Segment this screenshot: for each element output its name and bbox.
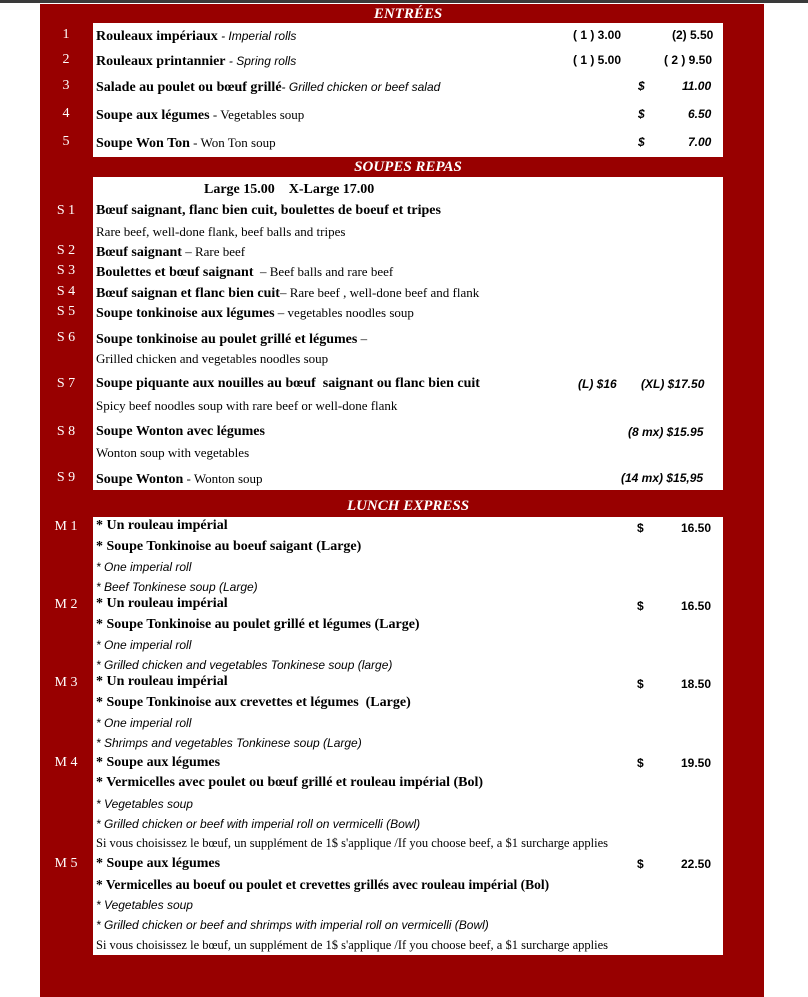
item-name-fr: Soupe tonkinoise au poulet grillé et légumes xyxy=(96,332,358,347)
price: 16.50 xyxy=(681,521,712,535)
price: 6.50 xyxy=(688,107,712,121)
price-large: (L) $16 xyxy=(578,377,617,391)
combo-line-fr: * Soupe aux légumes xyxy=(96,856,221,871)
menu-item xyxy=(96,330,367,348)
item-number: S 9 xyxy=(56,470,76,485)
item-name-en: Won Ton soup xyxy=(200,135,276,150)
item-name-fr: Soupe Won Ton xyxy=(96,136,190,151)
price: 19.50 xyxy=(681,756,712,770)
item-number: S 6 xyxy=(56,330,76,345)
item-separator: - xyxy=(281,80,289,94)
item-name-fr: Rouleaux printannier xyxy=(96,54,226,69)
currency-sign: $ xyxy=(637,756,644,770)
combo-line-en: * Beef Tonkinese soup (Large) xyxy=(96,580,258,594)
menu-item xyxy=(96,27,296,45)
menu-item xyxy=(96,284,479,302)
menu-item xyxy=(96,243,245,261)
price-one: ( 1 ) 5.00 xyxy=(573,53,622,67)
item-name-fr: Soupe Wonton avec légumes xyxy=(96,424,265,439)
item-number: S 1 xyxy=(56,203,76,218)
entrees-title: ENTRÉES xyxy=(373,6,443,22)
top-border xyxy=(0,0,808,3)
item-name-en: Wonton soup with vegetables xyxy=(96,445,250,460)
item-dash: – xyxy=(357,331,368,346)
combo-line-en: * One imperial roll xyxy=(96,716,192,730)
menu-item xyxy=(96,263,393,281)
combo-line-fr: * Soupe Tonkinoise au boeuf saigant (Large) xyxy=(96,539,362,554)
item-name-fr: Salade au poulet ou bœuf grillé xyxy=(96,80,282,95)
price: 11.00 xyxy=(682,79,712,93)
currency-sign: $ xyxy=(638,135,645,149)
item-number: 4 xyxy=(62,106,70,121)
item-name-fr: Boulettes et bœuf saignant xyxy=(96,265,254,280)
item-number: 3 xyxy=(62,78,70,93)
item-name-fr: Bœuf saignant, flanc bien cuit, boulettes de boeuf et tripes xyxy=(96,203,441,218)
price-two: ( 2 ) 9.50 xyxy=(664,53,713,67)
combo-line-en: * Grilled chicken or beef and shrimps with imperial roll on vermicelli (Bowl) xyxy=(96,918,489,932)
price-two: (2) 5.50 xyxy=(672,28,714,42)
combo-line-en: * Shrimps and vegetables Tonkinese soup (Large) xyxy=(96,736,362,750)
item-number: M 4 xyxy=(54,755,78,770)
item-number: S 8 xyxy=(56,424,76,439)
item-name-fr: Rouleaux impériaux xyxy=(96,29,218,44)
item-name-en: Spicy beef noodles soup with rare beef or well-done flank xyxy=(96,398,398,413)
menu-item xyxy=(96,304,414,322)
currency-sign: $ xyxy=(638,107,645,121)
combo-line-en: * Vegetables soup xyxy=(96,898,193,912)
item-name-en: – Rare beef xyxy=(181,244,246,259)
currency-sign: $ xyxy=(638,79,645,93)
item-number: 5 xyxy=(62,134,70,149)
item-name-en: Grilled chicken or beef salad xyxy=(288,80,441,94)
combo-line-en: * Grilled chicken or beef with imperial roll on vermicelli (Bowl) xyxy=(96,817,421,831)
combo-line-fr: * Vermicelles avec poulet ou bœuf grillé et rouleau impérial (Bol) xyxy=(96,775,484,790)
combo-line-fr: * Un rouleau impérial xyxy=(96,518,228,533)
currency-sign: $ xyxy=(637,599,644,613)
menu-item xyxy=(96,134,276,152)
combo-line-en: * Vegetables soup xyxy=(96,797,193,811)
soupes-title: SOUPES REPAS xyxy=(354,159,462,175)
item-number: S 7 xyxy=(56,376,76,391)
item-name-en: – vegetables noodles soup xyxy=(274,305,414,320)
combo-line-fr: * Soupe aux légumes xyxy=(96,755,221,770)
item-separator: - xyxy=(209,107,221,122)
item-number: S 3 xyxy=(56,263,76,278)
item-number: M 1 xyxy=(54,519,78,534)
item-name-en: Spring rolls xyxy=(236,54,297,68)
item-name-fr: Soupe tonkinoise aux légumes xyxy=(96,306,275,321)
combo-line-fr: * Un rouleau impérial xyxy=(96,674,228,689)
currency-sign: $ xyxy=(637,857,644,871)
item-number: S 4 xyxy=(56,284,76,299)
combo-line-en: * One imperial roll xyxy=(96,638,192,652)
price: 7.00 xyxy=(688,135,712,149)
combo-line-en: * Grilled chicken and vegetables Tonkinese soup (large) xyxy=(96,658,393,672)
item-name-fr: Soupe Wonton xyxy=(96,472,184,487)
combo-line-en: * One imperial roll xyxy=(96,560,192,574)
combo-line-fr: * Soupe Tonkinoise aux crevettes et légumes (Large) xyxy=(96,695,411,710)
lunch-title: LUNCH EXPRESS xyxy=(346,498,470,514)
surcharge-note: Si vous choisissez le bœuf, un supplément de 1$ s'applique /If you choose beef, a $1 surcharge applies xyxy=(96,938,608,952)
currency-sign: $ xyxy=(637,521,644,535)
item-name-fr: Soupe piquante aux nouilles au bœuf saignant ou flanc bien cuit xyxy=(96,376,480,391)
combo-line-fr: * Vermicelles au boeuf ou poulet et crevettes grillés avec rouleau impérial (Bol) xyxy=(96,877,550,892)
item-name-en: Grilled chicken and vegetables noodles soup xyxy=(96,351,329,366)
price: 18.50 xyxy=(681,677,712,691)
item-number: M 2 xyxy=(54,597,78,612)
price: 22.50 xyxy=(681,857,712,871)
item-name-fr: Bœuf saignan et flanc bien cuit xyxy=(96,286,280,301)
combo-line-fr: * Soupe Tonkinoise au poulet grillé et légumes (Large) xyxy=(96,617,420,632)
item-name-fr: Soupe aux légumes xyxy=(96,108,210,123)
item-name-en: – Beef balls and rare beef xyxy=(253,264,394,279)
item-name-fr: Bœuf saignant xyxy=(96,245,182,260)
menu-item xyxy=(96,106,304,124)
price: (8 mx) $15.95 xyxy=(628,425,704,439)
price-one: ( 1 ) 3.00 xyxy=(573,28,622,42)
menu-item xyxy=(96,78,440,96)
item-number: S 2 xyxy=(56,243,76,258)
menu-item xyxy=(96,470,263,488)
combo-line-fr: * Un rouleau impérial xyxy=(96,596,228,611)
item-separator: - xyxy=(189,135,201,150)
item-number: M 5 xyxy=(54,856,78,871)
item-number: S 5 xyxy=(56,304,76,319)
price: 16.50 xyxy=(681,599,712,613)
item-separator: - xyxy=(217,29,229,43)
price-xlarge: (XL) $17.50 xyxy=(641,377,705,391)
item-separator: - xyxy=(225,54,237,68)
item-number: 2 xyxy=(62,52,70,67)
price: (14 mx) $15,95 xyxy=(621,471,704,485)
surcharge-note: Si vous choisissez le bœuf, un supplément de 1$ s'applique /If you choose beef, a $1 surcharge applies xyxy=(96,836,608,850)
item-name-en: Vegetables soup xyxy=(220,107,305,122)
menu-item xyxy=(96,52,296,70)
item-name-en: Imperial rolls xyxy=(228,29,297,43)
item-number: M 3 xyxy=(54,675,78,690)
item-name-en: Rare beef, well-done flank, beef balls and tripes xyxy=(96,224,346,239)
item-name-en: – Rare beef , well-done beef and flank xyxy=(279,285,480,300)
currency-sign: $ xyxy=(637,677,644,691)
item-number: 1 xyxy=(62,27,70,42)
size-prices: Large 15.00 X-Large 17.00 xyxy=(204,182,375,197)
item-name-en: - Wonton soup xyxy=(183,471,263,486)
